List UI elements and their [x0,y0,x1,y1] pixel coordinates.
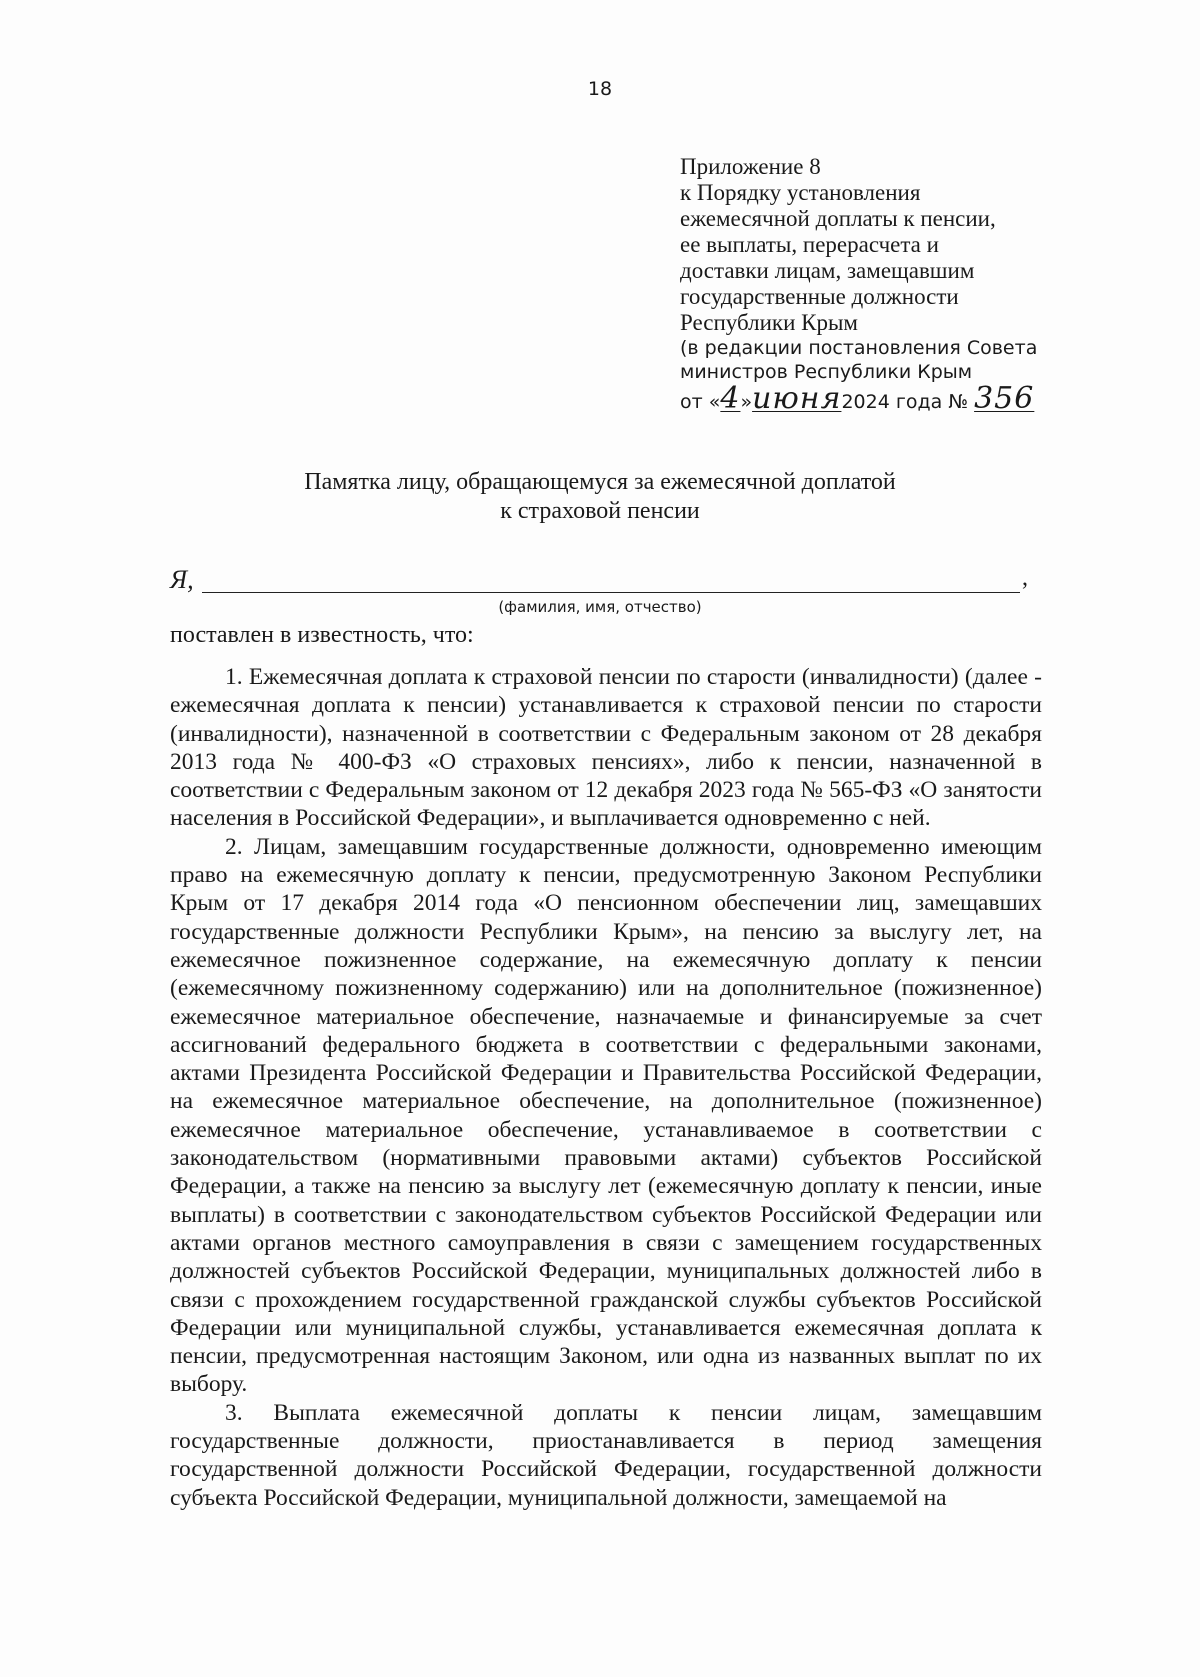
date-separator: » [740,391,753,413]
memo-body [170,663,1042,1512]
appendix-line: государственные должности [680,284,959,309]
paragraph-1: 1. Ежемесячная доплата к страховой пенсии по старости (инвалидности) (далее - ежемесячная доплата к пенсии) устанавливается к страховой пенсии по старости (инвалидности), назначенной в соответствии с Федеральным законом от 28 декабря 2013 года № 400-ФЗ «О страховых пенсиях», либо к пенсии, назначенной в соответствии с Федеральным законом от 12 декабря 2023 года № 565-ФЗ «О занятости населения в Российской Федерации», и выплачивается одновременно с ней. [170,664,1042,832]
appendix-line: ежемесячной доплаты к пенсии, [680,206,996,231]
appendix-line: Республики Крым [680,310,858,335]
memo-title-line: Памятка лицу, обращающемуся за ежемесячной доплатой [304,469,896,495]
edition-line: (в редакции постановления Совета [680,337,1038,359]
handwritten-number: 356 [974,381,1035,416]
name-field-row [170,565,1040,595]
edition-line: министров Республики Крым [680,361,973,383]
intro-text: поставлен в известность, что: [170,622,474,648]
appendix-line: Приложение 8 [680,154,821,179]
date-prefix: от « [680,391,721,413]
handwritten-day: 4 [720,381,741,416]
name-field-suffix: , [1022,565,1028,591]
paragraph-2: 2. Лицам, замещавшим государственные должности, одновременно имеющим право на ежемесячную доплату к пенсии, предусмотренную Законом Республики Крым от 17 декабря 2014 года «О пенсионном обеспечении лиц, замещавших государственные должности Республики Крым», на пенсию за выслугу лет, на ежемесячное пожизненное содержание, на ежемесячную доплату к пенсии (ежемесячному пожизненному содержанию) или на дополнительное (пожизненное) ежемесячное материальное обеспечение, назначаемые и финансируемые за счет ассигнований федерального бюджета в соответствии с федеральными законами, актами Президента Российской Федерации и Правительства Российской Федерации, на ежемесячное материальное обеспечение, на дополнительное (пожизненное) ежемесячное материальное обеспечение, устанавливаемое в соответствии с законодательством (нормативными правовыми актами) субъектов Российской Федерации, а также на пенсию за выслугу лет (ежемесячную доплату к пенсии, иные выплаты) в соответствии с законодательством субъектов Российской Федерации или актами органов местного самоуправления в связи с замещением государственных должностей субъектов Российской Федерации, муниципальных должностей либо в связи с прохождением государственной гражданской службы субъектов Российской Федерации или муниципальной службы, устанавливается ежемесячная доплата к пенсии, предусмотренная настоящим Законом, или одна из названных выплат по их выбору. [170,833,1042,1398]
memo-title [0,468,1200,526]
name-field-caption: (фамилия, имя, отчество) [498,598,702,616]
handwritten-month: июня [752,381,842,416]
appendix-header [680,154,1140,417]
appendix-line: ее выплаты, перерасчета и [680,232,939,257]
memo-title-line: к страховой пенсии [500,498,700,524]
name-field-underline [202,592,1020,593]
appendix-line: доставки лицам, замещавшим [680,258,975,283]
page-number: 18 [587,78,613,100]
paragraph-3: 3. Выплата ежемесячной доплаты к пенсии лицам, замещавшим государственные должности, приостанавливается в период замещения государственной должности Российской Федерации, государственной должности субъекта Российской Федерации, муниципальной должности, замещаемой на [170,1399,1042,1511]
appendix-line: к Порядку установления [680,180,921,205]
resolution-date-line [680,381,1140,417]
name-field-prefix: Я, [170,565,194,594]
date-year: 2024 года № [841,391,969,413]
